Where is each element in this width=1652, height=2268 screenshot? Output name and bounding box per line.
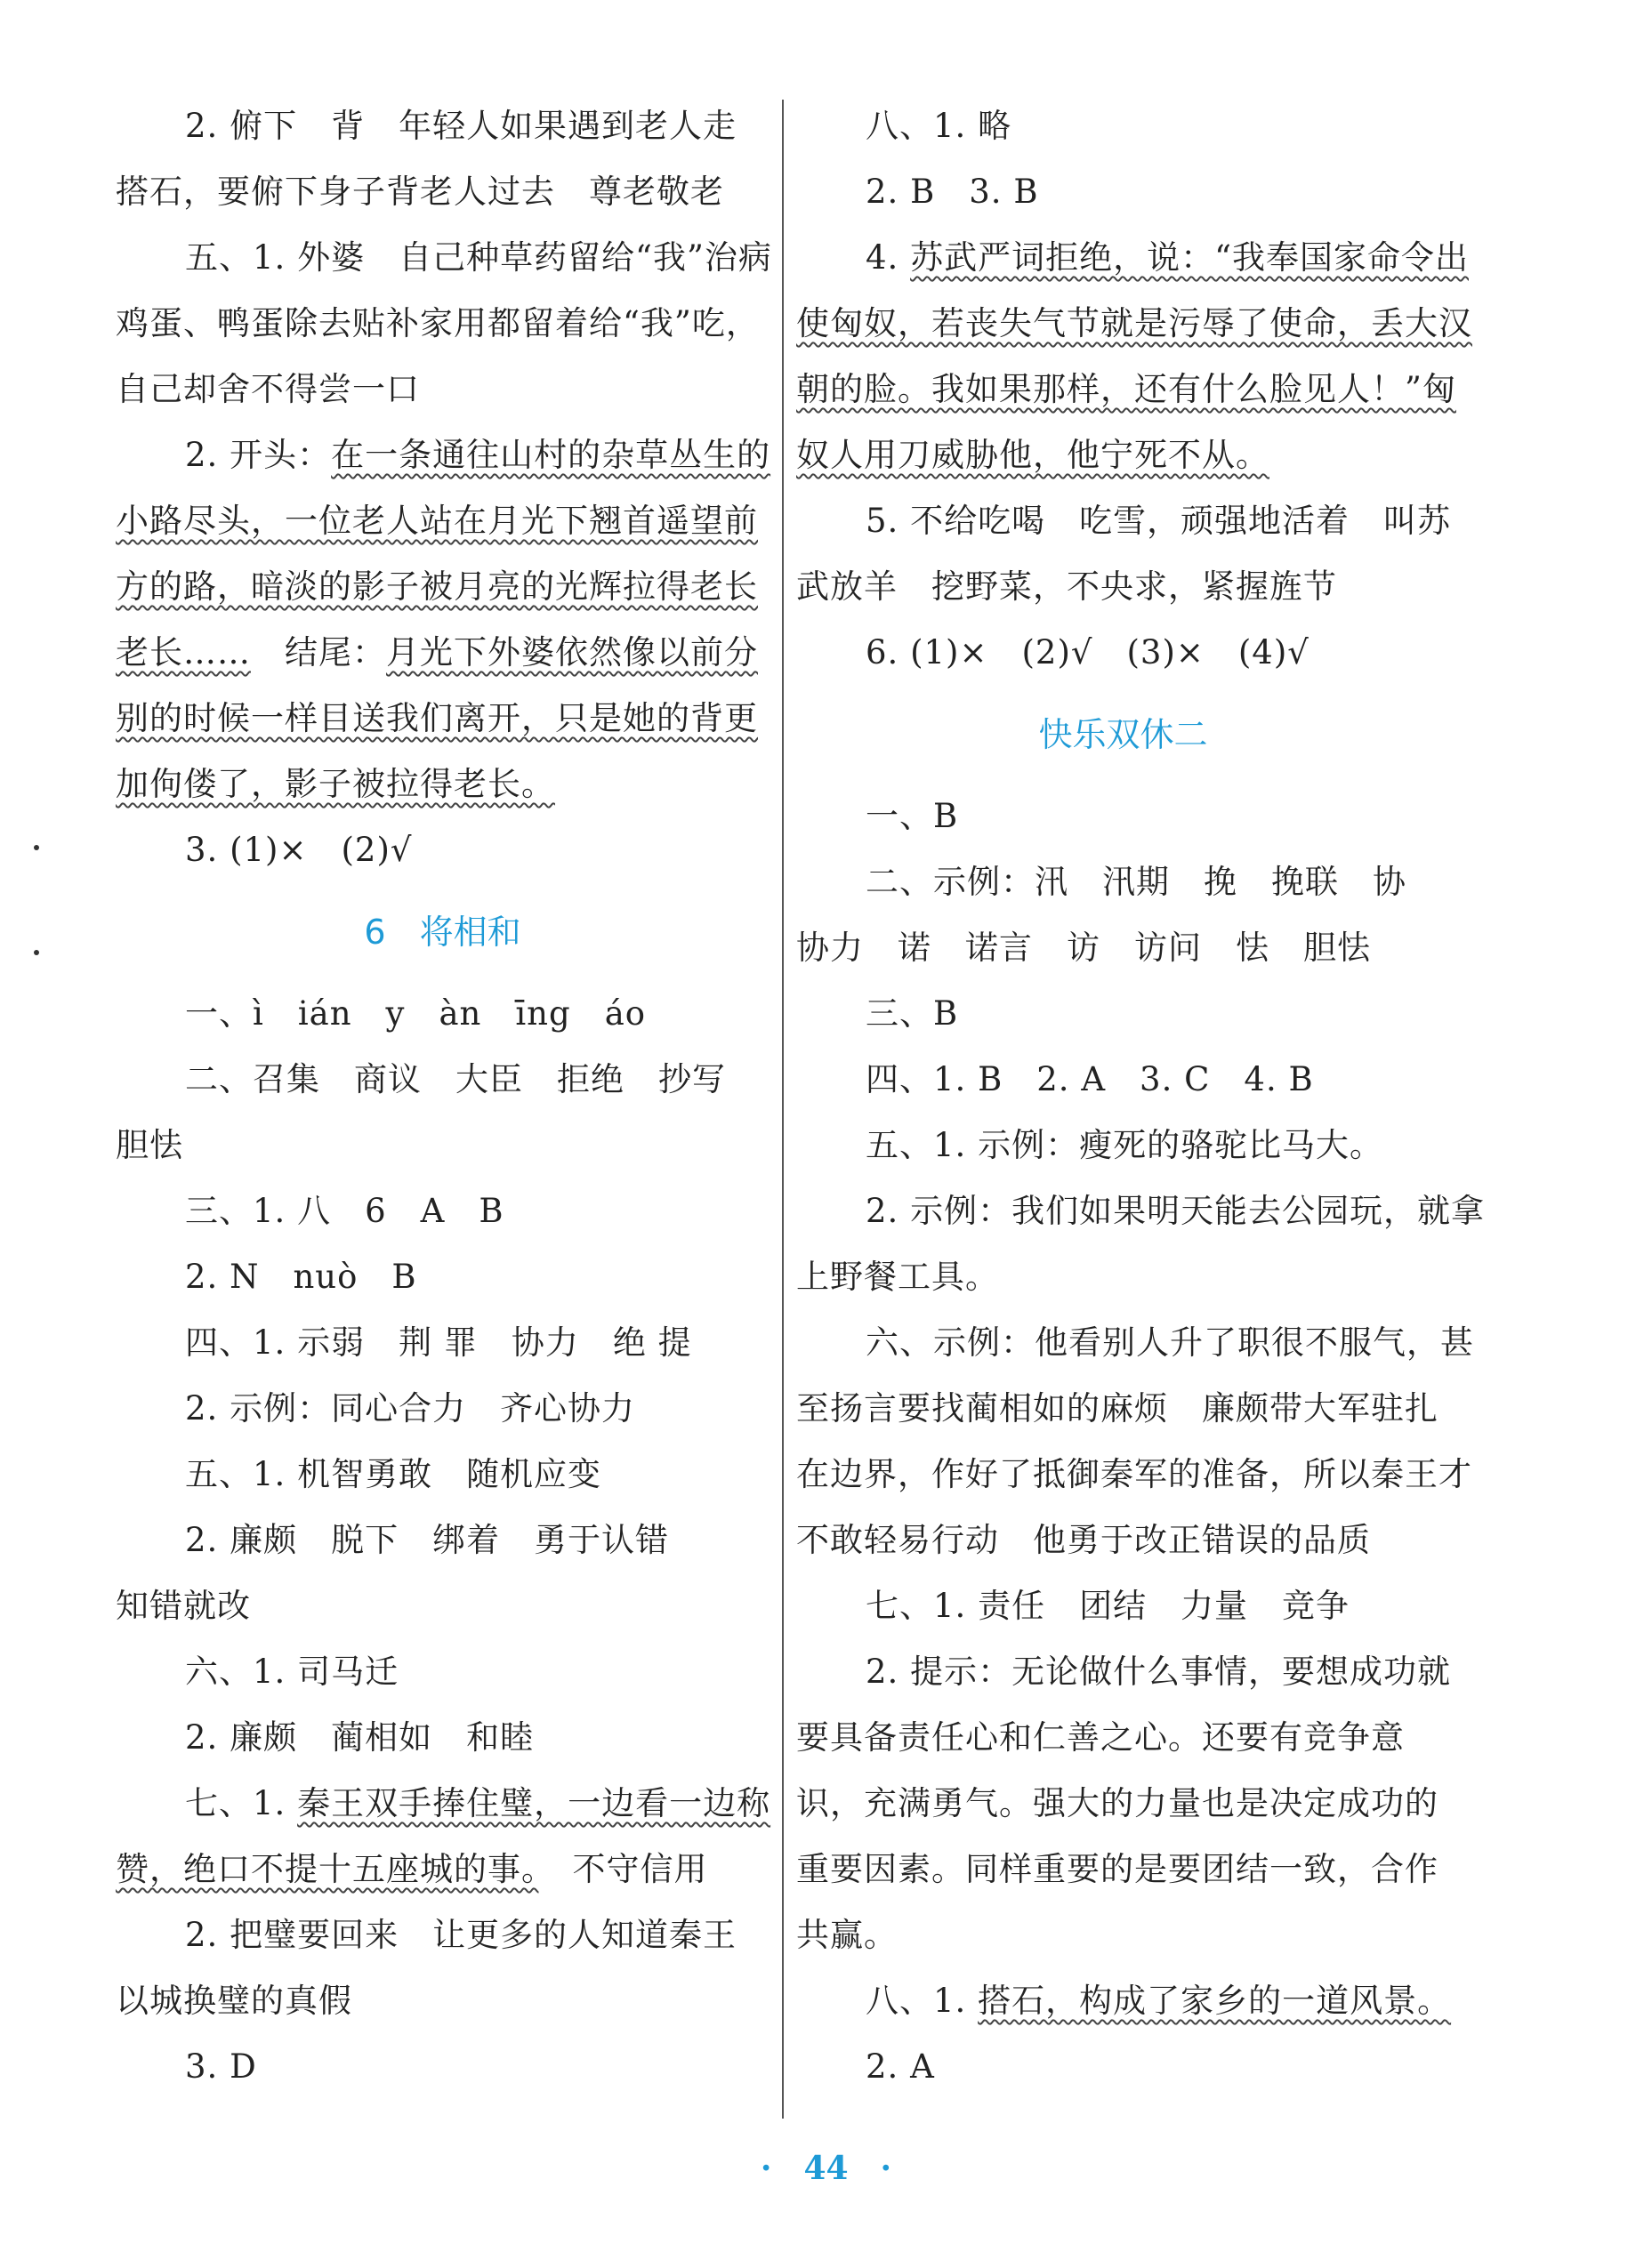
answer-line [796, 422, 1450, 488]
answer-line: 四、1. 示弱 荆 罪 协力 绝 提 [185, 1323, 692, 1362]
underlined-answer: 苏武严词拒绝，说：“我奉国家命令出 [910, 238, 1469, 277]
answer-line: 六、示例：他看别人升了职很不服气，甚 [866, 1323, 1474, 1362]
answer-line: 识，充满勇气。强大的力量也是决定成功的 [796, 1784, 1438, 1822]
answer-line: 重要因素。同样重要的是要团结一致，合作 [796, 1850, 1438, 1888]
answer-line: 以城换璧的真假 [116, 1982, 352, 2020]
answer-label: 结尾： [251, 633, 386, 672]
underlined-answer: 加佝偻了，影子被拉得老长。 [116, 765, 555, 803]
answer-line: 三、1. 八 6 A B [185, 1192, 504, 1230]
answer-line: 2. 俯下 背 年轻人如果遇到老人走 [185, 107, 737, 145]
answer-line: 共赢。 [796, 1916, 898, 1954]
answer-line: 2. N nuò B [185, 1258, 417, 1296]
underlined-answer: 朝的脸。我如果那样，还有什么脸见人！”匈 [796, 370, 1456, 408]
underlined-answer: 搭石，构成了家乡的一道风景。 [978, 1982, 1452, 2020]
answer-line: 五、1. 示例：瘦死的骆驼比马大。 [866, 1126, 1384, 1164]
answer-text: 不守信用 [538, 1850, 708, 1888]
answer-line: 二、示例：汛 汛期 挽 挽联 协 [866, 863, 1406, 901]
underlined-answer: 方的路，暗淡的影子被月亮的光辉拉得老长 [116, 567, 758, 606]
answer-line: 五、1. 机智勇敢 随机应变 [185, 1455, 602, 1493]
answer-label: 4. [866, 238, 911, 277]
column-divider [782, 100, 784, 2119]
answer-line: 七、1. 责任 团结 力量 竞争 [866, 1587, 1350, 1625]
answer-line: 搭石，要俯下身子背老人过去 尊老敬老 [116, 173, 724, 211]
answer-line [796, 225, 1469, 291]
answer-line: 不敢轻易行动 他勇于改正错误的品质 [796, 1521, 1371, 1559]
underlined-answer: 老长…… [116, 633, 251, 672]
answer-line: 自己却舍不得尝一口 [116, 370, 420, 408]
answer-line [116, 620, 770, 686]
answer-line: 3. (1)× (2)√ [185, 831, 413, 869]
answer-line: 鸡蛋、鸭蛋除去贴补家用都留着给“我”吃， [116, 304, 760, 342]
answer-line: 至扬言要找蔺相如的麻烦 廉颇带大军驻扎 [796, 1389, 1438, 1428]
answer-line: 二、召集 商议 大臣 拒绝 抄写 [185, 1060, 726, 1098]
answer-line: 2. 示例：我们如果明天能去公园玩，就拿 [866, 1192, 1486, 1230]
answer-line: 2. 廉颇 蔺相如 和睦 [185, 1718, 535, 1757]
answer-line: 一、ì ián y àn īng áo [185, 994, 647, 1033]
underlined-answer: 小路尽头，一位老人站在月光下翘首遥望前 [116, 502, 758, 540]
answer-line: 2. 廉颇 脱下 绑着 勇于认错 [185, 1521, 670, 1559]
page-number: · 44 · [760, 2150, 892, 2187]
section-title: 快乐双休二 [1038, 715, 1208, 754]
answer-line: 2. 示例：同心合力 齐心协力 [185, 1389, 636, 1428]
answer-line: 协力 诺 诺言 访 访问 怯 胆怯 [796, 929, 1371, 967]
answer-line [116, 554, 770, 620]
answer-line: 上野餐工具。 [796, 1258, 999, 1296]
underlined-answer: 月光下外婆依然像以前分 [386, 633, 758, 672]
answer-line: 一、B [866, 797, 959, 835]
answer-line: 2. 把璧要回来 让更多的人知道秦王 [185, 1916, 737, 1954]
answer-line: 2. 提示：无论做什么事情，要想成功就 [866, 1653, 1452, 1691]
answer-line: 八、1. 略 [866, 107, 1012, 145]
answer-line: 要具备责任心和仁善之心。还要有竞争意 [796, 1718, 1405, 1757]
answer-line [796, 291, 1472, 357]
answer-line [116, 752, 770, 817]
answer-line [116, 488, 770, 554]
answer-line: 知错就改 [116, 1587, 251, 1625]
underlined-answer: 在一条通往山村的杂草丛生的 [331, 436, 771, 474]
answer-label: 八、1. [866, 1982, 979, 2020]
answer-line: 2. A [866, 2047, 935, 2086]
answer-line [796, 1968, 1450, 2034]
answer-label: 2. 开头： [185, 436, 332, 474]
answer-line [116, 422, 770, 488]
section-title: 6 将相和 [364, 913, 521, 952]
left-column [116, 93, 770, 2100]
margin-dot [34, 950, 39, 955]
underlined-answer: 奴人用刀威胁他，他宁死不从。 [796, 436, 1269, 474]
answer-line [116, 686, 770, 752]
underlined-answer: 使匈奴，若丧失气节就是污辱了使命，丢大汉 [796, 304, 1472, 342]
underlined-answer: 别的时候一样目送我们离开，只是她的背更 [116, 699, 758, 737]
answer-line: 在边界，作好了抵御秦军的准备，所以秦王才 [796, 1455, 1472, 1493]
answer-line: 三、B [866, 994, 959, 1033]
answer-label: 七、1. [185, 1784, 298, 1822]
underlined-answer: 秦王双手捧住璧，一边看一边称 [297, 1784, 771, 1822]
right-column [796, 93, 1486, 2100]
answer-line: 六、1. 司马迁 [185, 1653, 399, 1691]
answer-line: 6. (1)× (2)√ (3)× (4)√ [866, 633, 1310, 672]
answer-line [116, 1771, 770, 1837]
answer-line: 四、1. B 2. A 3. C 4. B [866, 1060, 1314, 1098]
answer-line [116, 1837, 770, 1902]
answer-line: 胆怯 [116, 1126, 183, 1164]
answer-line: 五、1. 外婆 自己种草药留给“我”治病 [185, 238, 772, 277]
answer-line: 2. B 3. B [866, 173, 1039, 211]
underlined-answer: 赞，绝口不提十五座城的事。 [116, 1850, 539, 1888]
answer-line: 3. D [185, 2047, 257, 2086]
answer-line: 5. 不给吃喝 吃雪，顽强地活着 叫苏 [866, 502, 1452, 540]
answer-line: 武放羊 挖野菜，不央求，紧握旌节 [796, 567, 1337, 606]
answer-line [796, 357, 1456, 422]
margin-dot [34, 845, 39, 850]
